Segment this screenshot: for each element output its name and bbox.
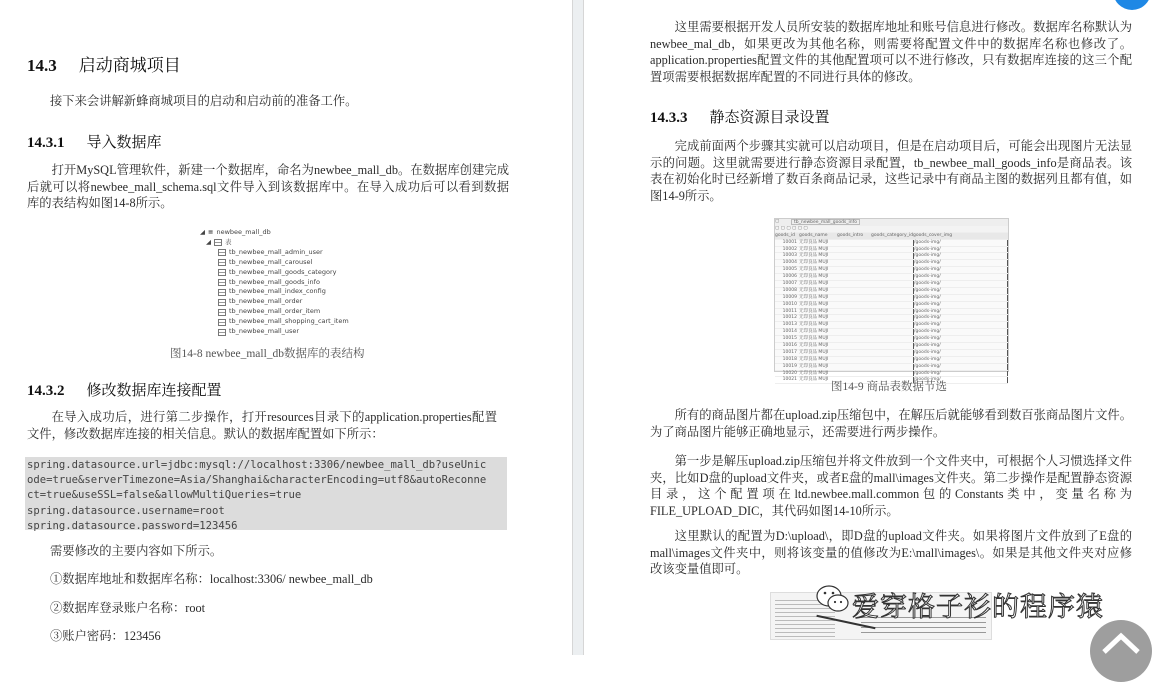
table-icon xyxy=(218,249,226,256)
table-row: 10013 无印良品 MUJI /goods-img/ xyxy=(775,322,1008,329)
steps-paragraph: 第一步是解压upload.zip压缩包并将文件放到一个文件夹中，可根据个人习惯选择文件夹，比如D盘的upload文件夹，或者E盘的mall\images文件夹。第二步操作是配置静态资源目录，这个配置项在ltd.newbee.mall.common包的Constants类中，变量名称为FILE_UPLOAD_DIC，其代码如图14-10所示。 xyxy=(650,454,1132,518)
left-page xyxy=(0,0,572,655)
static-resource-paragraph: 完成前面两个步骤其实就可以启动项目，但是在启动项目后，可能会出现图片无法显示的问题。这里就需要进行静态资源目录配置，tb_newbee_mall_goods_info是商品表。该表在初始化时已经新增了数百条商品记录，这些记录中有商品主图的数据列且都有值，如图14-9所示。 xyxy=(650,139,1132,203)
database-icon: ≣ xyxy=(208,228,214,236)
code-line: spring.datasource.password=123456 xyxy=(27,519,238,532)
table-row: 10015 无印良品 MUJI /goods-img/ xyxy=(775,336,1008,343)
column-header: goods_cover_img xyxy=(913,232,953,238)
section-heading: 14.3 启动商城项目 xyxy=(27,56,181,75)
code-line: ct=true&useSSL=false&allowMultiQueries=true xyxy=(27,489,302,502)
table-row: 10021 无印良品 MUJI /goods-img/ xyxy=(775,377,1008,384)
table-row: 10016 无印良品 MUJI /goods-img/ xyxy=(775,343,1008,350)
code-line: ode=true&serverTimezone=Asia/Shanghai&characterEncoding=utf8&autoReconne xyxy=(27,474,487,487)
column-header: goods_intro xyxy=(837,232,864,238)
table-row: 10004 无印良品 MUJI /goods-img/ xyxy=(775,260,1008,267)
table-row: 10006 无印良品 MUJI /goods-img/ xyxy=(775,274,1008,281)
subsection-heading-14-3-2: 14.3.2 修改数据库连接配置 xyxy=(27,383,222,399)
table-row: 10005 无印良品 MUJI /goods-img/ xyxy=(775,267,1008,274)
table-node: tb_newbee_mall_order xyxy=(200,297,349,307)
table-node: tb_newbee_mall_carousel xyxy=(200,258,349,268)
table-icon xyxy=(218,259,226,266)
table-row: 10003 无印良品 MUJI /goods-img/ xyxy=(775,253,1008,260)
config-code-block xyxy=(25,457,507,530)
table-icon xyxy=(218,279,226,286)
config-item-3: ③账户密码：123456 xyxy=(50,629,161,643)
table-node: tb_newbee_mall_shopping_cart_item xyxy=(200,317,349,327)
tables-folder: ◢ 表 xyxy=(206,237,232,246)
table-icon xyxy=(218,289,226,296)
db-tree-figure xyxy=(200,228,349,337)
table-row: 10020 无印良品 MUJI /goods-img/ xyxy=(775,371,1008,378)
main-items-intro: 需要修改的主要内容如下所示。 xyxy=(50,544,223,558)
code-line: spring.datasource.username=root xyxy=(27,504,225,517)
table-row: 10007 无印良品 MUJI /goods-img/ xyxy=(775,281,1008,288)
table-node: tb_newbee_mall_goods_info xyxy=(200,278,349,288)
table-icon xyxy=(218,309,226,316)
table-row: 10018 无印良品 MUJI /goods-img/ xyxy=(775,357,1008,364)
table-icon xyxy=(218,319,226,326)
table-node: tb_newbee_mall_admin_user xyxy=(200,248,349,258)
config-paragraph: 在导入成功后，进行第二步操作，打开resources目录下的application.properties配置文件，修改数据库连接的相关信息。默认的数据库配置如下所示： xyxy=(27,410,497,441)
import-paragraph: 打开MySQL管理软件，新建一个数据库，命名为newbee_mall_db。在数据库创建完成后就可以将newbee_mall_schema.sql文件导入到该数据库中。在导入成功后可以看到数据库的表结构如图14-8所示。 xyxy=(27,163,509,210)
table-icon xyxy=(218,269,226,276)
table-row: 10012 无印良品 MUJI /goods-img/ xyxy=(775,315,1008,322)
right-page xyxy=(584,0,1156,655)
upload-paragraph: 所有的商品图片都在upload.zip压缩包中，在解压后就能够看到数百张商品图片文件。为了商品图片能够正确地显示，还需要进行两步操作。 xyxy=(650,408,1132,439)
config-item-1: ①数据库地址和数据库名称：localhost:3306/ newbee_mall_db xyxy=(50,572,373,586)
table-row: 10017 无印良品 MUJI /goods-img/ xyxy=(775,350,1008,357)
table-icon xyxy=(214,239,222,246)
table-row: 10008 无印良品 MUJI /goods-img/ xyxy=(775,288,1008,295)
column-header: goods_id xyxy=(775,232,795,238)
table-row: 10019 无印良品 MUJI /goods-img/ xyxy=(775,364,1008,371)
table-row: 10011 无印良品 MUJI /goods-img/ xyxy=(775,309,1008,316)
table-node: tb_newbee_mall_order_item xyxy=(200,307,349,317)
column-header: goods_category_id xyxy=(871,232,914,238)
table-row: 10010 无印良品 MUJI /goods-img/ xyxy=(775,302,1008,309)
table-node: tb_newbee_mall_index_config xyxy=(200,287,349,297)
figure-14-8-caption: 图14-8 newbee_mall_db数据库的表结构 xyxy=(170,348,365,360)
table-row: 10014 无印良品 MUJI /goods-img/ xyxy=(775,329,1008,336)
chevron-up-icon xyxy=(1090,620,1152,660)
config-item-2: ②数据库登录账户名称：root xyxy=(50,601,206,615)
default-config-paragraph: 这里默认的配置为D:\upload\，即D盘的upload文件夹。如果将图片文件放到了E盘的mall\images文件夹中，则将该变量的值修改为E:\mall\images\。如果是其他文件夹对应修改该变量值即可。 xyxy=(650,529,1132,576)
subsection-heading-14-3-1: 14.3.1 导入数据库 xyxy=(27,135,162,151)
wechat-icon xyxy=(816,584,850,614)
table-node: tb_newbee_mall_user xyxy=(200,327,349,337)
column-header: goods_name xyxy=(799,232,828,238)
figure-14-9-caption: 图14-9 商品表数据节选 xyxy=(831,381,947,393)
table-node: tb_newbee_mall_goods_category xyxy=(200,268,349,278)
intro-paragraph: 接下来会讲解新蜂商城项目的启动和启动前的准备工作。 xyxy=(50,94,358,108)
table-row: 10009 无印良品 MUJI /goods-img/ xyxy=(775,295,1008,302)
table-icon xyxy=(218,329,226,336)
scroll-to-top-button[interactable] xyxy=(1090,620,1152,682)
table-row: 10002 无印良品 MUJI /goods-img/ xyxy=(775,247,1008,254)
page-gutter xyxy=(572,0,584,655)
table-icon xyxy=(218,299,226,306)
db-node: ◢ ≣ newbee_mall_db xyxy=(200,228,271,236)
watermark-text: 爱穿格子衫的程序猿 xyxy=(852,592,1104,623)
code-line: spring.datasource.url=jdbc:mysql://localhost:3306/newbee_mall_db?useUnic xyxy=(27,459,487,471)
subsection-heading-14-3-3: 14.3.3 静态资源目录设置 xyxy=(650,110,830,126)
goods-table-screenshot: ▢ tb_newbee_mall_goods_info ▢ ▢ ▢ ▢ ▢ ▢ goods_id goods_name goods_intro goods_category_id goods_cover_img 10001 无印良品 MUJI /goods-img/ 10002 无印良品 MUJI /goods-img/ 10003 无印良品 MUJI /goods-img/ 10004 无印良品 MUJI /goods-img/ 10005 无印良品 MUJI /goods-img/ 10006 无印良品 MUJI /goods-img/ 10007 无印良品 MUJI /goods-img/ 10008 无印良品 MUJI /goods-img/ 10009 无印良品 MUJI /goods-img/ 10010 无印良品 MUJI /goods-img/ 10011 无印良品 MUJI /goods-img/ 10012 无印良品 MUJI /goods-img/ 10013 无印良品 MUJI /goods-img/ 10014 无印良品 MUJI /goods-img/ 10015 无印良品 MUJI /goods-img/ 10016 无印良品 MUJI /goods-img/ 10017 无印良品 MUJI /goods-img/ 10018 无印良品 MUJI /goods-img/ 10019 无印良品 MUJI /goods-img/ 10020 无印良品 MUJI /goods-img/ 10021 无印良品 MUJI /goods-img/ xyxy=(774,218,1009,372)
db-info-paragraph: 这里需要根据开发人员所安装的数据库地址和账号信息进行修改。数据库名称默认为newbee_mal_db，如果更改为其他名称，则需要将配置文件中的数据库名称也修改了。application.properties配置文件的其他配置项可以不进行修改，只有数据库连接的这三个配置项需要根据数据库配置的不同进行具体的修改。 xyxy=(650,20,1132,84)
table-row: 10001 无印良品 MUJI /goods-img/ xyxy=(775,240,1008,247)
